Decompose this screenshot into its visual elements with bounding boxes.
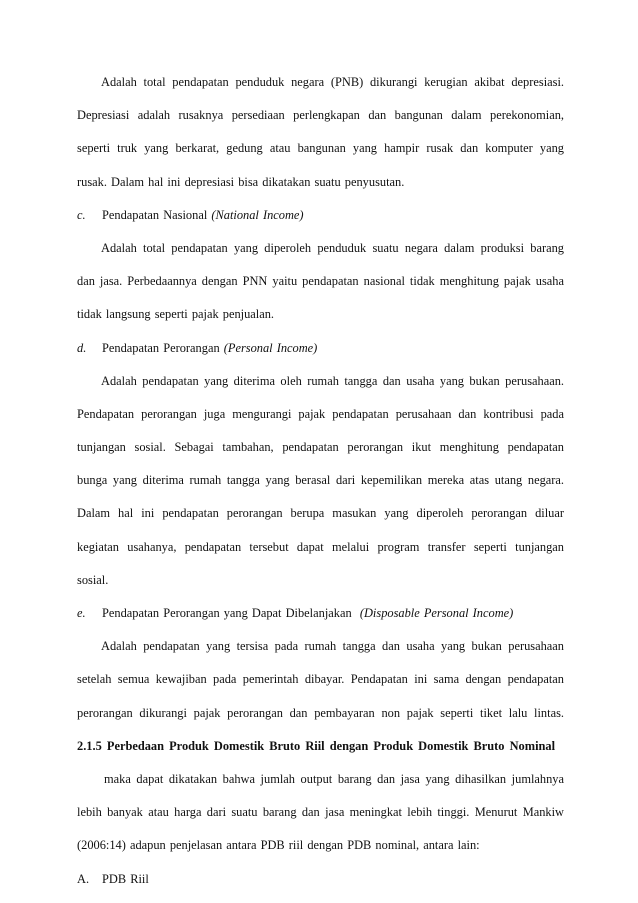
list-item-title: Pendapatan Perorangan yang Dapat Dibelanjakan [102, 606, 352, 620]
list-item-a [77, 863, 564, 896]
paragraph-line: sosial. [77, 572, 109, 587]
paragraph-line: (2006:14) adapun penjelasan antara PDB riil dengan PDB nominal, antara lain: [77, 838, 480, 853]
paragraph-line: Adalah pendapatan yang diterima oleh rumah tangga dan usaha yang bukan perusahaan. [101, 373, 564, 388]
paragraph-line: kegiatan usahanya, pendapatan tersebut dapat melalui program transfer seperti tunjangan [77, 539, 564, 554]
paragraph-line: Adalah pendapatan yang tersisa pada rumah tangga dan usaha yang bukan perusahaan [101, 639, 564, 654]
section-heading: 2.1.5 Perbedaan Produk Domestik Bruto Riil dengan Produk Domestik Bruto Nominal [77, 738, 556, 753]
list-item-c [77, 199, 564, 232]
paragraph-line: lebih banyak atau harga dari suatu barang dan jasa meningkat lebih tinggi. Menurut Mankiw [77, 805, 564, 820]
paragraph-line: rusak. Dalam hal ini depresiasi bisa dikatakan suatu penyusutan. [77, 174, 405, 189]
paragraph-line: seperti truk yang berkarat, gedung atau bangunan yang hampir rusak dan komputer yang [77, 141, 564, 156]
paragraph-line: Adalah total pendapatan penduduk negara (PNB) dikurangi kerugian akibat depresiasi. [101, 75, 564, 89]
paragraph-line: Adalah total pendapatan yang diperoleh penduduk suatu negara dalam produksi barang [101, 240, 564, 255]
paragraph-line: Dalam hal ini pendapatan perorangan berupa masukan yang diperoleh perorangan diluar [77, 506, 564, 521]
paragraph-line: Pendapatan perorangan juga mengurangi pajak pendapatan perusahaan dan kontribusi pada [77, 406, 564, 421]
list-marker: A. [77, 871, 90, 886]
list-item-title: Pendapatan Perorangan [102, 340, 220, 355]
document-body [77, 66, 564, 896]
paragraph-line: tidak langsung seperti pajak penjualan. [77, 307, 275, 322]
paragraph-line: dan jasa. Perbedaannya dengan PNN yaitu pendapatan nasional tidak menghitung pajak usaha [77, 274, 564, 289]
list-item-english-term: (Personal Income) [223, 340, 318, 355]
paragraph-line: maka dapat dikatakan bahwa jumlah output barang dan jasa yang dihasilkan jumlahnya [104, 771, 564, 786]
list-marker: d. [77, 340, 87, 355]
list-item-title: Pendapatan Nasional [102, 207, 208, 222]
list-marker: e. [77, 606, 86, 620]
list-marker: c. [77, 207, 86, 222]
paragraph-line: tunjangan sosial. Sebagai tambahan, pendapatan perorangan ikut menghitung pendapatan [77, 440, 564, 455]
list-item-title: PDB Riil [102, 871, 149, 886]
list-item-e [77, 597, 564, 630]
paragraph-line: perorangan dikurangi pajak perorangan dan pembayaran non pajak seperti tiket lalu lintas. [77, 705, 564, 720]
paragraph-line: setelah semua kewajiban pada pemerintah dibayar. Pendapatan ini sama dengan pendapatan [77, 672, 564, 687]
list-item-english-term: (National Income) [211, 207, 304, 222]
paragraph-line: Depresiasi adalah rusaknya persediaan perlengkapan dan bangunan dalam perekonomian, [77, 108, 564, 123]
paragraph-line: bunga yang diterima rumah tangga yang berasal dari kepemilikan mereka atas utang negara. [77, 473, 564, 488]
list-item-d [77, 332, 564, 365]
list-item-english-term: (Disposable Personal Income) [359, 606, 514, 620]
